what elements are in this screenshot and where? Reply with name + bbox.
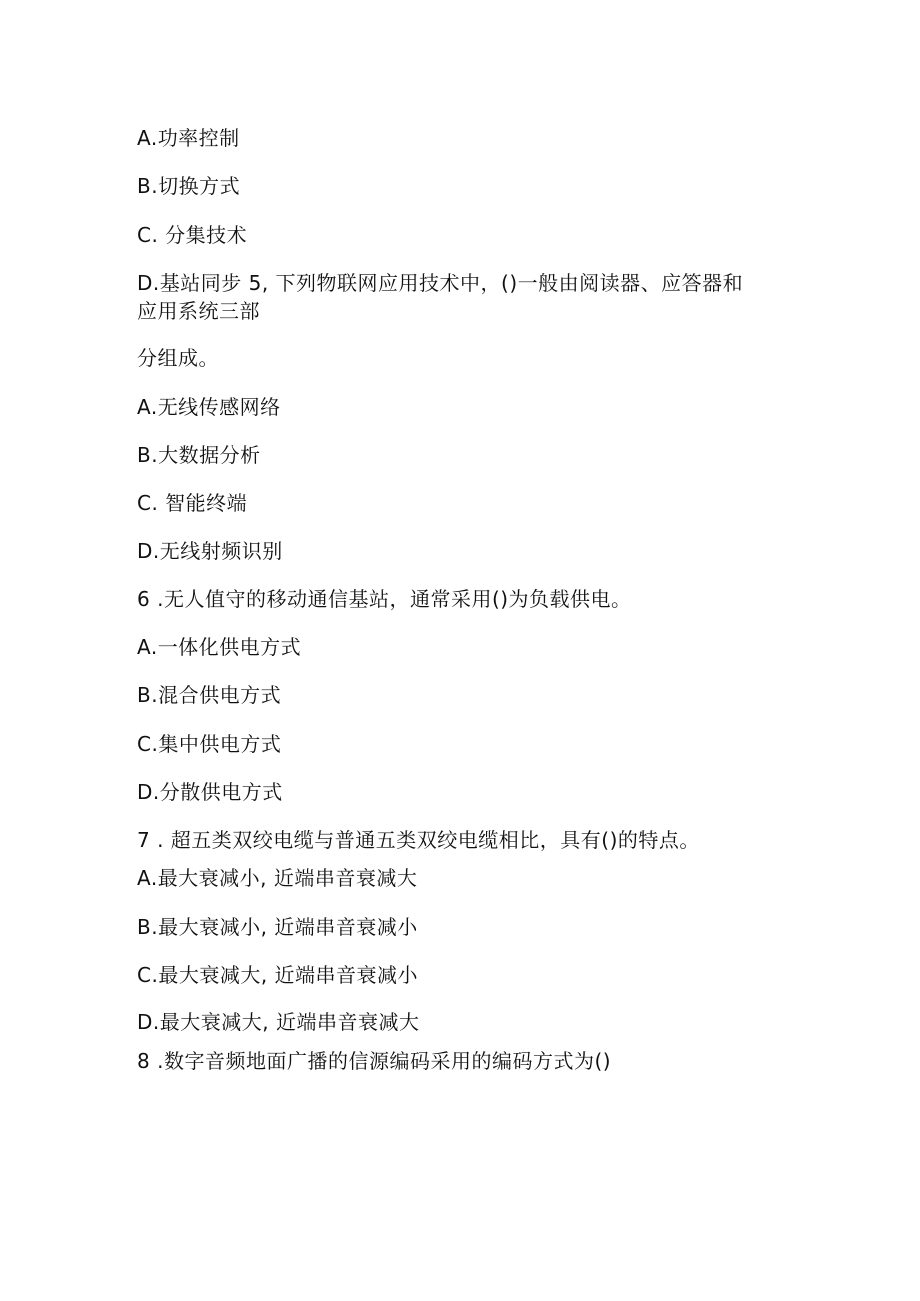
option-c-q5: C. 智能终端: [137, 491, 248, 515]
question-8: 8 .数字音频地面广播的信源编码采用的编码方式为(): [137, 1049, 612, 1073]
question-5-end: 分组成。: [137, 346, 219, 370]
option-d-q6: D.分散供电方式: [137, 780, 283, 804]
option-d-q4-and-question-5: D.基站同步 5, 下列物联网应用技术中，()一般由阅读器、应答器和: [137, 271, 744, 295]
option-a-q5: A.无线传感网络: [137, 395, 281, 419]
question-5-continued: 应用系统三部: [137, 299, 260, 323]
option-c-q4: C. 分集技术: [137, 223, 248, 247]
option-c-q6: C.集中供电方式: [137, 732, 282, 756]
option-a-q7: A.最大衰减小, 近端串音衰减大: [137, 866, 418, 890]
option-a-q4: A.功率控制: [137, 126, 240, 150]
option-a-q6: A.一体化供电方式: [137, 635, 302, 659]
question-6: 6 .无人值守的移动通信基站，通常采用()为负载供电。: [137, 587, 632, 611]
option-d-q5: D.无线射频识别: [137, 539, 283, 563]
option-b-q6: B.混合供电方式: [137, 683, 282, 707]
option-d-q7: D.最大衰减大, 近端串音衰减大: [137, 1010, 420, 1034]
question-7: 7 . 超五类双绞电缆与普通五类双绞电缆相比，具有()的特点。: [137, 828, 700, 852]
option-b-q4: B.切换方式: [137, 174, 241, 198]
option-c-q7: C.最大衰减大, 近端串音衰减小: [137, 963, 419, 987]
option-b-q5: B.大数据分析: [137, 443, 261, 467]
option-b-q7: B.最大衰减小, 近端串音衰减小: [137, 915, 418, 939]
